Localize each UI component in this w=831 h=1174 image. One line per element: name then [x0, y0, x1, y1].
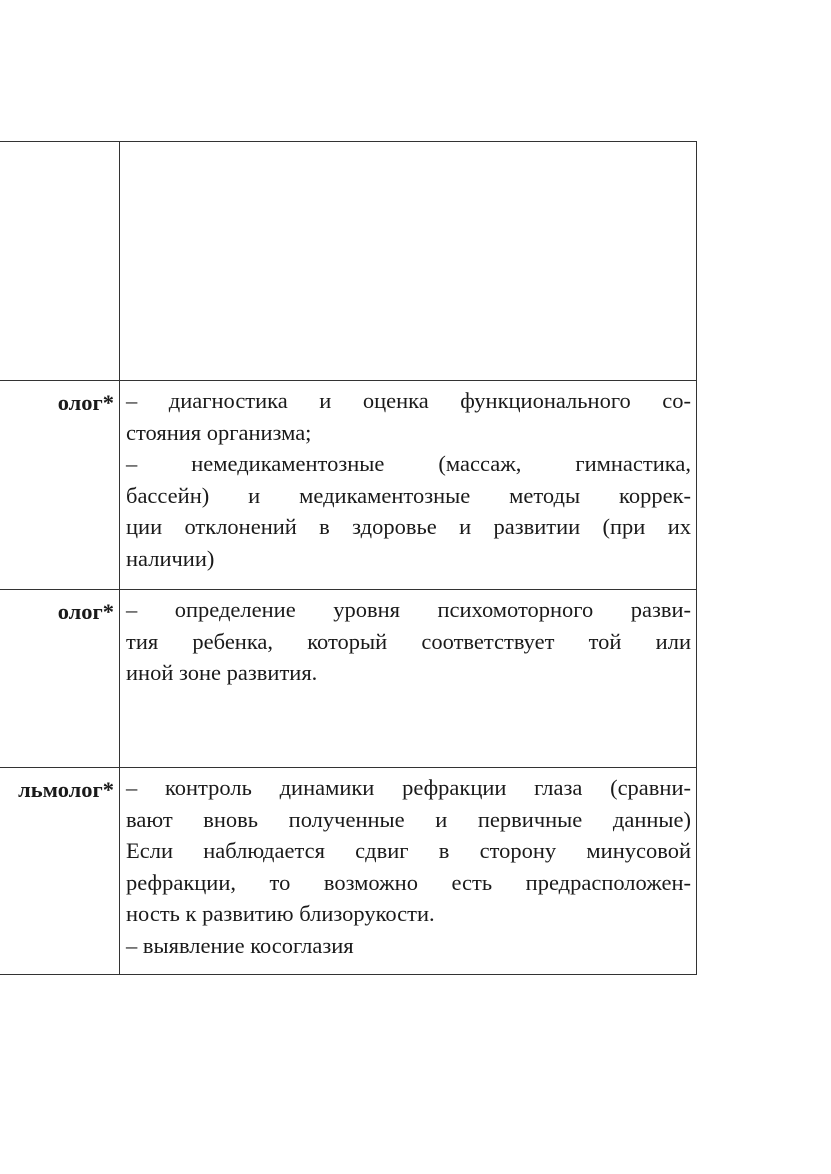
- description-line: – контроль динамики рефракции глаза (сравни-: [126, 775, 691, 800]
- description-cell: [120, 590, 697, 768]
- description-line: рефракции, то возможно есть предрасположен-: [126, 869, 691, 895]
- description-line: ность к развитию близорукости.: [126, 901, 435, 926]
- description-cell: [120, 142, 697, 381]
- description-line: – определение уровня психомоторного разви-: [126, 597, 691, 622]
- table-row: [0, 142, 697, 381]
- specialist-cell: [0, 768, 120, 975]
- specialist-label: льмолог*: [18, 777, 114, 802]
- description-line: – немедикаментозные (массаж, гимнастика,: [126, 451, 691, 476]
- specialist-cell: [0, 381, 120, 590]
- table-row: [0, 381, 697, 590]
- description-line: наличии): [126, 545, 215, 571]
- description-line: – диагностика и оценка функционального со-: [126, 388, 691, 413]
- specialist-label: олог*: [57, 390, 114, 415]
- table-row: [0, 590, 697, 768]
- description-line: – выявление косоглазия: [126, 932, 354, 958]
- description-line: бассейн) и медикаментозные методы коррек-: [126, 482, 691, 508]
- description-line: тия ребенка, который соответствует той или: [126, 628, 691, 654]
- table-row: [0, 768, 697, 975]
- description-cell: [120, 381, 697, 590]
- specialist-cell: [0, 590, 120, 768]
- description-cell: [120, 768, 697, 975]
- description-line: стояния организма;: [126, 419, 312, 445]
- specialist-label: олог*: [57, 599, 114, 624]
- description-line: иной зоне развития.: [126, 660, 318, 685]
- description-line: ции отклонений в здоровье и развитии (при их: [126, 514, 691, 539]
- specialists-table: [0, 141, 697, 975]
- specialist-cell: [0, 142, 120, 381]
- description-line: Если наблюдается сдвиг в сторону минусовой: [126, 838, 691, 863]
- description-line: вают вновь полученные и первичные данные): [126, 806, 691, 832]
